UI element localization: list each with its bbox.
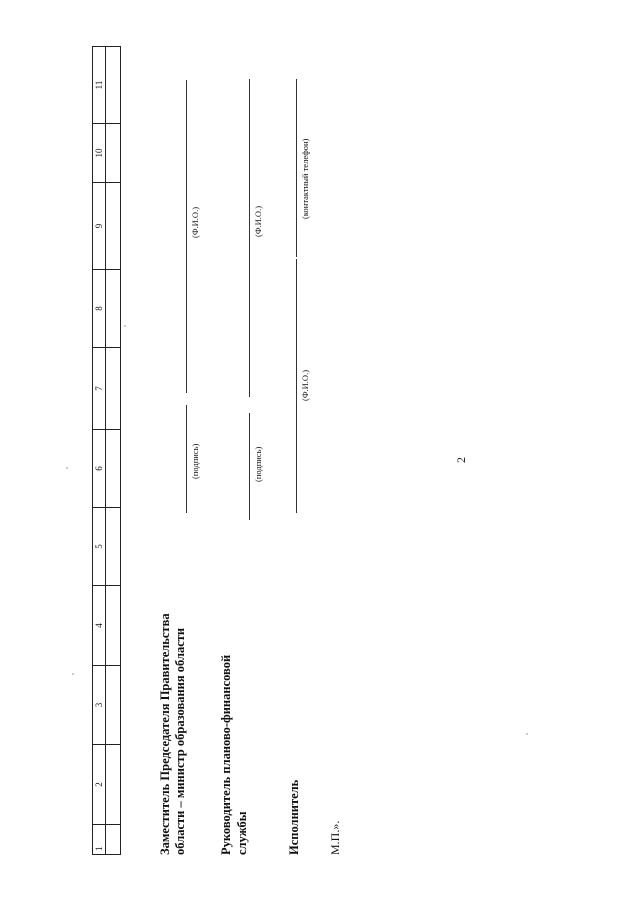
executor-phone-caption: (контактный телефон) xyxy=(300,138,310,219)
column-number: 2 xyxy=(93,745,106,825)
executor-phone-line xyxy=(296,79,297,257)
column-number-row xyxy=(93,47,106,855)
deputy-title-line1: Заместитель Председателя Правительства xyxy=(158,613,172,855)
executor-name-line xyxy=(296,259,297,513)
column-number: 3 xyxy=(93,666,106,745)
column-number: 6 xyxy=(93,430,106,508)
table-blank-row xyxy=(106,47,121,855)
finance-head-signature-caption: (подпись) xyxy=(253,446,263,482)
executor-title: Исполнитель xyxy=(287,779,301,855)
column-number: 11 xyxy=(93,47,106,124)
deputy-signature-line xyxy=(186,405,187,513)
column-number: 5 xyxy=(93,508,106,586)
stamp-place: М.П.». xyxy=(328,820,342,855)
scan-speck xyxy=(124,325,126,327)
scan-speck xyxy=(72,673,74,675)
column-number: 8 xyxy=(93,270,106,348)
page-number: 2 xyxy=(454,457,468,463)
finance-head-title-line1: Руководитель планово-финансовой xyxy=(219,654,233,855)
finance-head-title-line2: службы xyxy=(235,811,249,855)
finance-head-signature-line xyxy=(249,413,250,520)
deputy-signature-caption: (подпись) xyxy=(190,443,200,479)
deputy-name-caption: (Ф.И.О.) xyxy=(190,206,200,238)
deputy-title-line2: области – министр образования области xyxy=(173,627,187,855)
column-number: 7 xyxy=(93,348,106,430)
column-number-table xyxy=(92,46,121,855)
finance-head-name-line xyxy=(249,79,250,397)
scan-speck xyxy=(66,467,68,469)
scan-speck xyxy=(526,733,528,735)
column-number: 1 xyxy=(93,825,106,855)
finance-head-name-caption: (Ф.И.О.) xyxy=(253,205,263,237)
column-number: 4 xyxy=(93,586,106,666)
column-number: 9 xyxy=(93,183,106,270)
executor-name-caption: (Ф.И.О.) xyxy=(300,369,310,401)
deputy-name-line xyxy=(186,80,187,393)
column-number: 10 xyxy=(93,124,106,183)
